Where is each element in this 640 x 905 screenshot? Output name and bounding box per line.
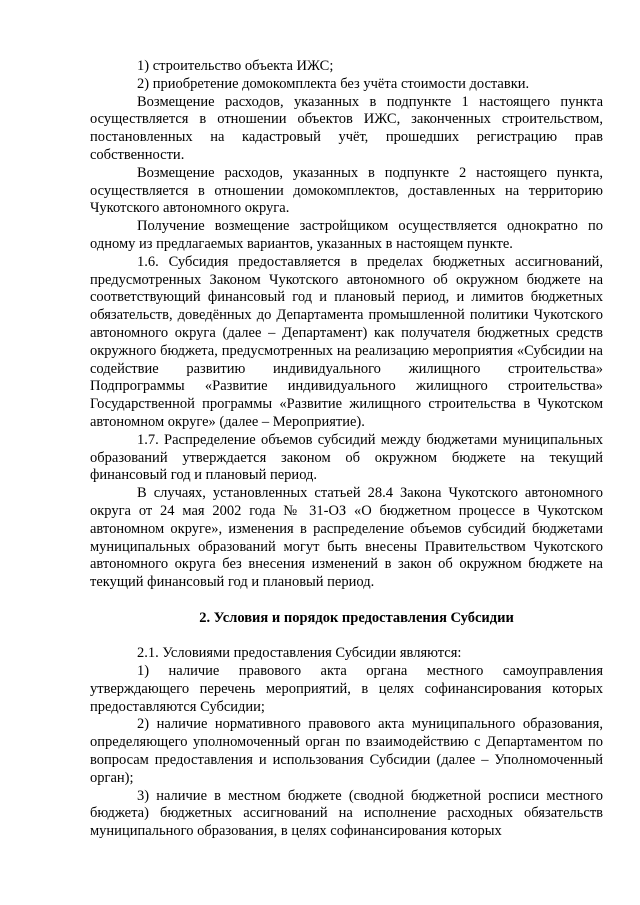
- paragraph-reimbursement-1: Возмещение расходов, указанных в подпункте 1 настоящего пункта осуществляется в отношении объектов ИЖС, законченных строительством, постановленных на кадастровый учёт, прошедших регистрацию прав собственности.: [90, 93, 603, 163]
- paragraph-cases: В случаях, установленных статьей 28.4 Закона Чукотского автономного округа от 24 мая 2002 года № 31-ОЗ «О бюджетном процессе в Чукотском автономном округе», изменения в распределение объемов субсидий бюджетами муниципальных образований могут быть внесены Правительством Чукотского автономного округа без внесения изменений в закон об окружном бюджете на текущий финансовый год и плановый период.: [90, 485, 603, 591]
- paragraph-1-7: 1.7. Распределение объемов субсидий между бюджетами муниципальных образований утверждается законом об окружном бюджете на текущий финансовый год и плановый период.: [90, 431, 603, 484]
- paragraph-condition-2: 2) наличие нормативного правового акта муниципального образования, определяющего уполномоченный орган по взаимодействию с Департаментом по вопросам предоставления и использования Субсидии (далее – Уполномоченный орган);: [90, 716, 603, 786]
- spacer: [90, 592, 603, 610]
- section-heading: 2. Условия и порядок предоставления Субсидии: [199, 609, 514, 626]
- paragraph-item-2: 2) приобретение домокомплекта без учёта стоимости доставки.: [137, 75, 530, 92]
- paragraph-one-time: Получение возмещение застройщиком осуществляется однократно по одному из предлагаемых вариантов, указанных в настоящем пункте.: [90, 218, 603, 252]
- paragraph-condition-3: 3) наличие в местном бюджете (сводной бюджетной росписи местного бюджета) бюджетных ассигнований на исполнение расходных обязательств муниципального образования, в целях софинансирования которых: [90, 787, 603, 840]
- paragraph-1-6: 1.6. Субсидия предоставляется в пределах бюджетных ассигнований, предусмотренных Законом Чукотского автономного об окружном бюджете на соответствующий финансовый год и плановый период, и лимитов бюджетных обязательств, доведённых до Департамента промышленной политики Чукотского автономного округа (далее – Департамент) как получателя бюджетных средств окружного бюджета, предусмотренных на реализацию мероприятия «Субсидии на содействие развитию индивидуального жилищного строительства» Подпрограммы «Развитие индивидуального жилищного строительства» Государственной программы «Развитие жилищного строительства в Чукотском автономном округе» (далее – Мероприятие).: [90, 253, 603, 430]
- paragraph-item-1: 1) строительство объекта ИЖС;: [137, 58, 334, 74]
- spacer: [90, 628, 603, 646]
- paragraph-2-1: 2.1. Условиями предоставления Субсидии являются:: [137, 645, 462, 662]
- paragraph-reimbursement-2: Возмещение расходов, указанных в подпункте 2 настоящего пункта, осуществляется в отношении домокомплектов, доставленных на территорию Чукотского автономного округа.: [90, 164, 603, 217]
- paragraph-condition-1: 1) наличие правового акта органа местного самоуправления утверждающего перечень мероприятий, в целях софинансирования которых предоставляются Субсидии;: [90, 663, 603, 715]
